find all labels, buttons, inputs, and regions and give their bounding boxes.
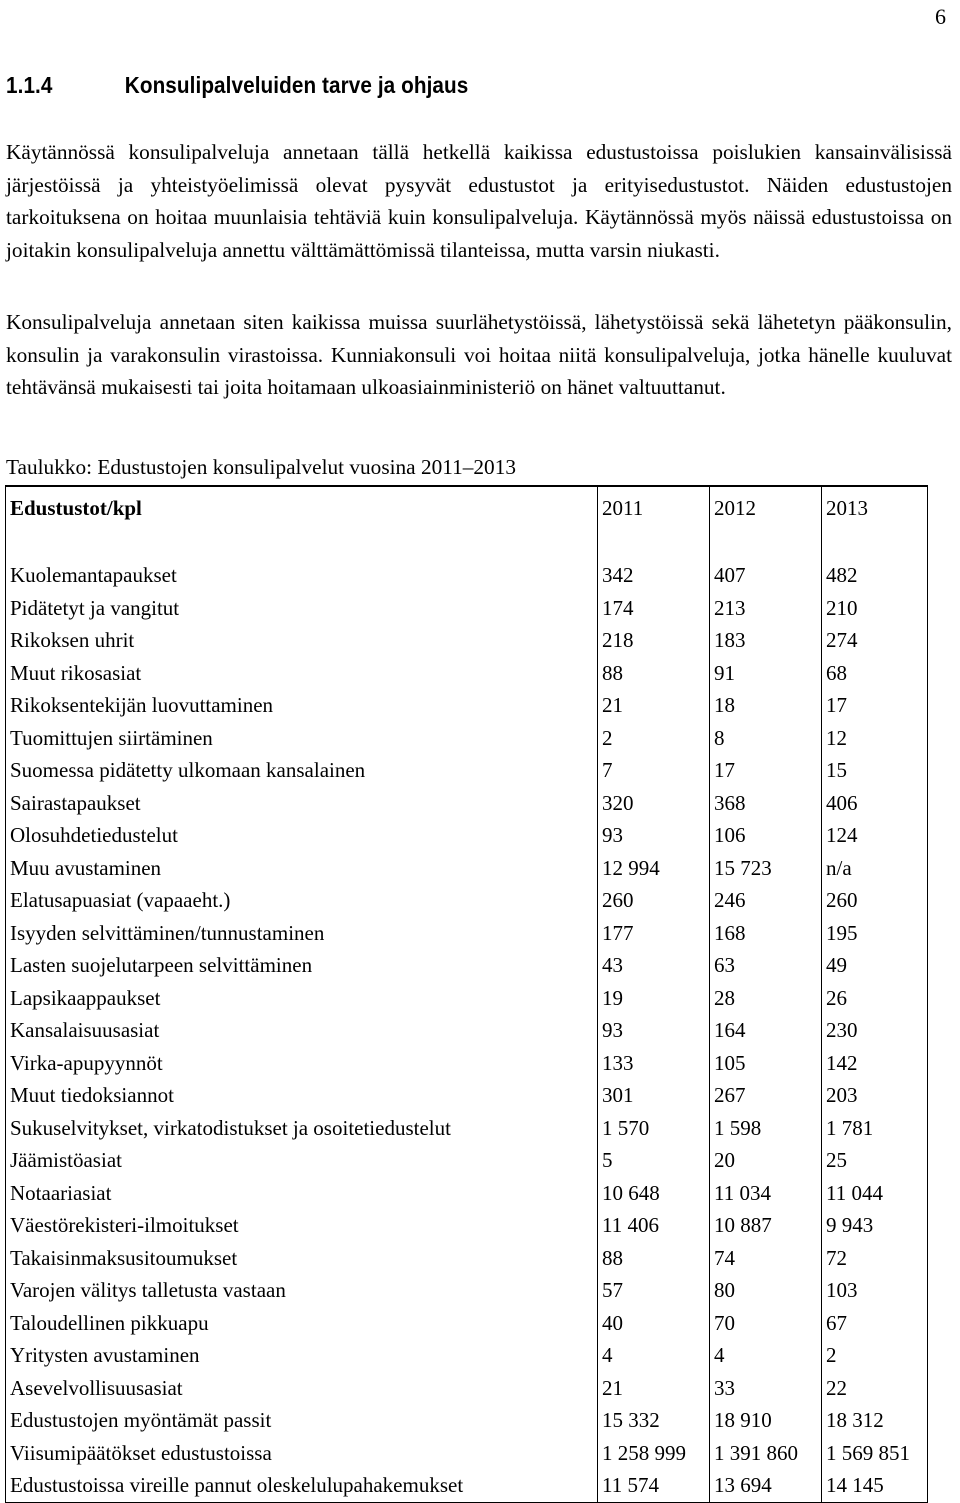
- table-row: [6, 754, 928, 787]
- table-row: [6, 559, 928, 592]
- row-label-cell: Edustustojen myöntämät passit: [6, 1404, 598, 1437]
- paragraph: Käytännössä konsulipalveluja annetaan tällä hetkellä kaikissa edustustoissa poislukien kansainvälisissä järjestöissä ja yhteistyöelimissä olevat pysyvät edustustot ja erityisedustustot. Näiden edustustojen tarkoituksena on hoitaa muunlaisia tehtäviä kuin konsulipalveluja. Käytännössä myös näissä edustustoissa on joitakin konsulipalveluja annettu välttämättömissä tilanteissa, mutta varsin niukasti.: [6, 140, 952, 262]
- value-cell: 88: [598, 657, 710, 690]
- table-row: [6, 1177, 928, 1210]
- value-cell: 13 694: [710, 1469, 822, 1502]
- value-cell: 15 723: [710, 852, 822, 885]
- value-cell: 9 943: [822, 1209, 928, 1242]
- table-row: [6, 819, 928, 852]
- value-cell: 67: [822, 1307, 928, 1340]
- value-cell: 213: [710, 592, 822, 625]
- row-label-cell: Jäämistöasiat: [6, 1144, 598, 1177]
- section-number: 1.1.4: [6, 72, 53, 98]
- table-header-cell: 2013: [822, 486, 928, 529]
- value-cell: 301: [598, 1079, 710, 1112]
- value-cell: 17: [710, 754, 822, 787]
- section-heading: [6, 72, 856, 99]
- value-cell: 93: [598, 819, 710, 852]
- row-label-cell: Muu avustaminen: [6, 852, 598, 885]
- value-cell: 49: [822, 949, 928, 982]
- table-row: [6, 1242, 928, 1275]
- value-cell: 210: [822, 592, 928, 625]
- row-label-cell: Varojen välitys talletusta vastaan: [6, 1274, 598, 1307]
- table-row: [6, 1144, 928, 1177]
- value-cell: 195: [822, 917, 928, 950]
- value-cell: 17: [822, 689, 928, 722]
- value-cell: 12: [822, 722, 928, 755]
- value-cell: 33: [710, 1372, 822, 1405]
- row-label-cell: Pidätetyt ja vangitut: [6, 592, 598, 625]
- value-cell: 63: [710, 949, 822, 982]
- value-cell: 1 258 999: [598, 1437, 710, 1470]
- value-cell: 12 994: [598, 852, 710, 885]
- paragraph: Konsulipalveluja annetaan siten kaikissa muissa suurlähetystöissä, lähetystöissä sekä lähetetyn pääkonsulin, konsulin ja varakonsulin virastoissa. Kunniakonsuli voi hoitaa niitä konsulipalveluja, jotka hänelle kuuluvat tehtävänsä mukaisesti tai joita hoitamaan ulkoasiainministeriö on hänet valtuuttanut.: [6, 310, 952, 399]
- table-row: [6, 1469, 928, 1502]
- value-cell: 10 648: [598, 1177, 710, 1210]
- value-cell: 1 569 851: [822, 1437, 928, 1470]
- value-cell: 2: [598, 722, 710, 755]
- value-cell: 28: [710, 982, 822, 1015]
- table-row: [6, 1372, 928, 1405]
- value-cell: 26: [822, 982, 928, 1015]
- value-cell: 218: [598, 624, 710, 657]
- table-row: [6, 1079, 928, 1112]
- value-cell: 14 145: [822, 1469, 928, 1502]
- value-cell: 230: [822, 1014, 928, 1047]
- value-cell: 72: [822, 1242, 928, 1275]
- row-label-cell: Lapsikaappaukset: [6, 982, 598, 1015]
- table-row: [6, 722, 928, 755]
- value-cell: 25: [822, 1144, 928, 1177]
- value-cell: 19: [598, 982, 710, 1015]
- value-cell: 21: [598, 689, 710, 722]
- value-cell: 124: [822, 819, 928, 852]
- value-cell: 4: [710, 1339, 822, 1372]
- value-cell: 15: [822, 754, 928, 787]
- row-label-cell: Muut rikosasiat: [6, 657, 598, 690]
- row-label-cell: Taloudellinen pikkuapu: [6, 1307, 598, 1340]
- table-row: [6, 592, 928, 625]
- row-label-cell: Kansalaisuusasiat: [6, 1014, 598, 1047]
- value-cell: 15 332: [598, 1404, 710, 1437]
- table-row: [6, 982, 928, 1015]
- row-label-cell: Yritysten avustaminen: [6, 1339, 598, 1372]
- page-number: 6: [935, 4, 946, 29]
- value-cell: 4: [598, 1339, 710, 1372]
- table-row: [6, 1307, 928, 1340]
- value-cell: 183: [710, 624, 822, 657]
- value-cell: 22: [822, 1372, 928, 1405]
- row-label-cell: Kuolemantapaukset: [6, 559, 598, 592]
- value-cell: 1 391 860: [710, 1437, 822, 1470]
- table-row: [6, 1339, 928, 1372]
- value-cell: 2: [822, 1339, 928, 1372]
- row-label-cell: Tuomittujen siirtäminen: [6, 722, 598, 755]
- value-cell: 20: [710, 1144, 822, 1177]
- value-cell: 320: [598, 787, 710, 820]
- value-cell: 260: [822, 884, 928, 917]
- value-cell: 11 574: [598, 1469, 710, 1502]
- value-cell: 70: [710, 1307, 822, 1340]
- value-cell: n/a: [822, 852, 928, 885]
- table-row: [6, 1437, 928, 1470]
- table-row: [6, 657, 928, 690]
- row-label-cell: Lasten suojelutarpeen selvittäminen: [6, 949, 598, 982]
- table-row: [6, 1274, 928, 1307]
- value-cell: 21: [598, 1372, 710, 1405]
- row-label-cell: Suomessa pidätetty ulkomaan kansalainen: [6, 754, 598, 787]
- value-cell: 1 570: [598, 1112, 710, 1145]
- table-row: [6, 1209, 928, 1242]
- table-row: [6, 787, 928, 820]
- table-row: [6, 852, 928, 885]
- row-label-cell: Muut tiedoksiannot: [6, 1079, 598, 1112]
- value-cell: 133: [598, 1047, 710, 1080]
- row-label-cell: Viisumipäätökset edustustoissa: [6, 1437, 598, 1470]
- table-header-cell: 2011: [598, 486, 710, 529]
- row-label-cell: Elatusapuasiat (vapaaeht.): [6, 884, 598, 917]
- row-label-cell: Notaariasiat: [6, 1177, 598, 1210]
- value-cell: 260: [598, 884, 710, 917]
- value-cell: 80: [710, 1274, 822, 1307]
- value-cell: 11 034: [710, 1177, 822, 1210]
- table-header-cell: 2012: [710, 486, 822, 529]
- value-cell: 10 887: [710, 1209, 822, 1242]
- value-cell: 174: [598, 592, 710, 625]
- table-row: [6, 1047, 928, 1080]
- row-label-cell: Rikoksentekijän luovuttaminen: [6, 689, 598, 722]
- table-row: [6, 1404, 928, 1437]
- value-cell: 93: [598, 1014, 710, 1047]
- value-cell: 43: [598, 949, 710, 982]
- value-cell: 267: [710, 1079, 822, 1112]
- value-cell: 88: [598, 1242, 710, 1275]
- value-cell: 246: [710, 884, 822, 917]
- value-cell: 203: [822, 1079, 928, 1112]
- row-label-cell: Olosuhdetiedustelut: [6, 819, 598, 852]
- row-label-cell: Väestörekisteri-ilmoitukset: [6, 1209, 598, 1242]
- section-title: Konsulipalveluiden tarve ja ohjaus: [124, 72, 469, 98]
- table-row: [6, 884, 928, 917]
- value-cell: 164: [710, 1014, 822, 1047]
- value-cell: 40: [598, 1307, 710, 1340]
- value-cell: 1 598: [710, 1112, 822, 1145]
- table-row: [6, 624, 928, 657]
- row-label-cell: Sukuselvitykset, virkatodistukset ja osoitetiedustelut: [6, 1112, 598, 1145]
- value-cell: 168: [710, 917, 822, 950]
- value-cell: 8: [710, 722, 822, 755]
- value-cell: 103: [822, 1274, 928, 1307]
- value-cell: 274: [822, 624, 928, 657]
- table-row: [6, 1014, 928, 1047]
- value-cell: 7: [598, 754, 710, 787]
- table-caption: Taulukko: Edustustojen konsulipalvelut vuosina 2011–2013: [6, 455, 516, 479]
- value-cell: 406: [822, 787, 928, 820]
- table-header-row: [6, 486, 928, 529]
- value-cell: 57: [598, 1274, 710, 1307]
- value-cell: 68: [822, 657, 928, 690]
- value-cell: 177: [598, 917, 710, 950]
- table-row: [6, 1112, 928, 1145]
- value-cell: 105: [710, 1047, 822, 1080]
- value-cell: 482: [822, 559, 928, 592]
- value-cell: 5: [598, 1144, 710, 1177]
- value-cell: 368: [710, 787, 822, 820]
- row-label-cell: Takaisinmaksusitoumukset: [6, 1242, 598, 1275]
- table-header-cell: Edustustot/kpl: [6, 486, 598, 529]
- row-label-cell: Edustustoissa vireille pannut oleskelulupahakemukset: [6, 1469, 598, 1502]
- value-cell: 342: [598, 559, 710, 592]
- row-label-cell: Isyyden selvittäminen/tunnustaminen: [6, 917, 598, 950]
- value-cell: 18: [710, 689, 822, 722]
- value-cell: 74: [710, 1242, 822, 1275]
- row-label-cell: Sairastapaukset: [6, 787, 598, 820]
- value-cell: 106: [710, 819, 822, 852]
- row-label-cell: Virka-apupyynnöt: [6, 1047, 598, 1080]
- table-spacer-row: [6, 529, 928, 559]
- consular-services-table: [5, 485, 928, 1503]
- value-cell: 142: [822, 1047, 928, 1080]
- value-cell: 18 312: [822, 1404, 928, 1437]
- row-label-cell: Asevelvollisuusasiat: [6, 1372, 598, 1405]
- value-cell: 1 781: [822, 1112, 928, 1145]
- value-cell: 91: [710, 657, 822, 690]
- table-row: [6, 689, 928, 722]
- table-row: [6, 917, 928, 950]
- value-cell: 11 406: [598, 1209, 710, 1242]
- value-cell: 18 910: [710, 1404, 822, 1437]
- value-cell: 11 044: [822, 1177, 928, 1210]
- value-cell: 407: [710, 559, 822, 592]
- table-row: [6, 949, 928, 982]
- row-label-cell: Rikoksen uhrit: [6, 624, 598, 657]
